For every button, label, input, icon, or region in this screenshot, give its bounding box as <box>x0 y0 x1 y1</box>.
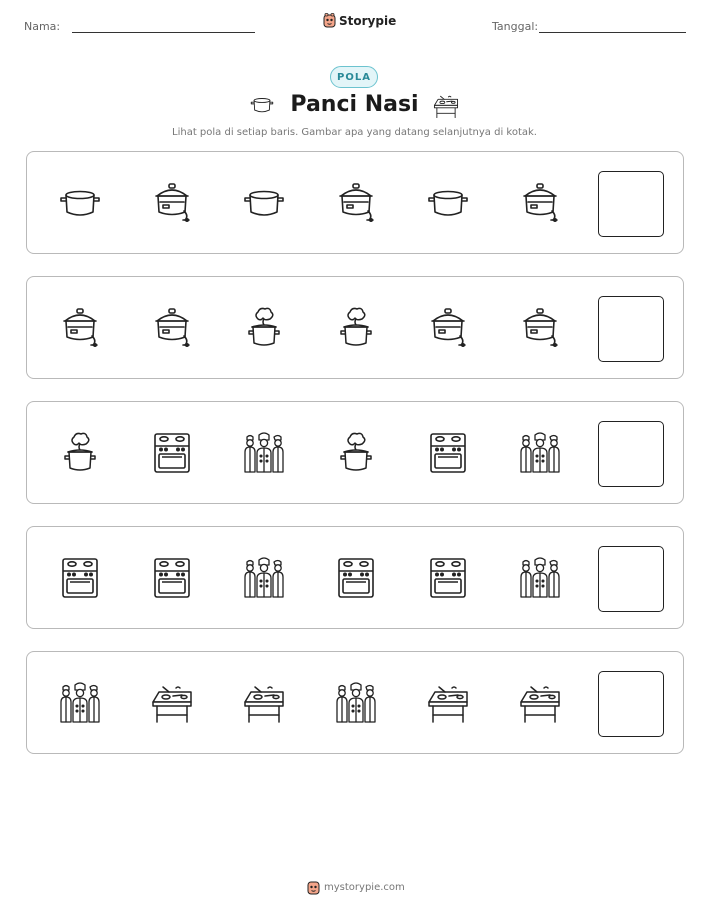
stove-icon <box>149 555 195 601</box>
date-label: Tanggal: <box>492 20 539 33</box>
brand-logo <box>323 13 396 28</box>
brand-name: Storypie <box>339 13 397 28</box>
steaming-pot-icon <box>241 305 287 351</box>
prep-table-icon <box>149 680 195 726</box>
rice-cooker-icon <box>333 180 379 226</box>
chefs-group-icon <box>241 430 287 476</box>
chefs-group-icon <box>57 680 103 726</box>
prep-table-icon <box>517 680 563 726</box>
name-field[interactable] <box>72 32 255 33</box>
pattern-tag: POLA <box>330 66 378 88</box>
chefs-group-icon <box>241 555 287 601</box>
rice-cooker-icon <box>517 305 563 351</box>
storypie-logo-icon <box>323 13 336 28</box>
pot-icon <box>57 180 103 226</box>
stove-icon <box>425 555 471 601</box>
prep-table-icon <box>241 680 287 726</box>
steaming-pot-icon <box>57 430 103 476</box>
footer-site[interactable]: mystorypie.com <box>324 882 405 893</box>
rice-cooker-icon <box>57 305 103 351</box>
pot-icon <box>425 180 471 226</box>
footer <box>307 880 405 895</box>
pattern-row <box>26 276 684 379</box>
rice-cooker-icon <box>517 180 563 226</box>
stove-icon <box>333 555 379 601</box>
steaming-pot-icon <box>333 430 379 476</box>
chefs-group-icon <box>517 555 563 601</box>
rice-cooker-icon <box>425 305 471 351</box>
pattern-row <box>26 651 684 754</box>
rice-cooker-icon <box>149 180 195 226</box>
pattern-row <box>26 151 684 254</box>
name-label: Nama: <box>24 20 61 33</box>
stove-icon <box>425 430 471 476</box>
chefs-group-icon <box>517 430 563 476</box>
rice-cooker-icon <box>149 305 195 351</box>
storypie-footer-logo-icon <box>307 880 320 895</box>
instruction-text: Lihat pola di setiap baris. Gambar apa yang datang selanjutnya di kotak. <box>172 127 537 138</box>
steaming-pot-icon <box>333 305 379 351</box>
stove-icon <box>57 555 103 601</box>
pot-icon <box>241 180 287 226</box>
answer-box[interactable] <box>598 546 664 612</box>
chefs-group-icon <box>333 680 379 726</box>
pattern-row <box>26 526 684 629</box>
title-prep-table-icon <box>430 92 462 120</box>
stove-icon <box>149 430 195 476</box>
date-field[interactable] <box>539 32 686 33</box>
answer-box[interactable] <box>598 296 664 362</box>
page-title: Panci Nasi <box>290 92 419 117</box>
prep-table-icon <box>425 680 471 726</box>
answer-box[interactable] <box>598 671 664 737</box>
pattern-row <box>26 401 684 504</box>
answer-box[interactable] <box>598 421 664 487</box>
answer-box[interactable] <box>598 171 664 237</box>
